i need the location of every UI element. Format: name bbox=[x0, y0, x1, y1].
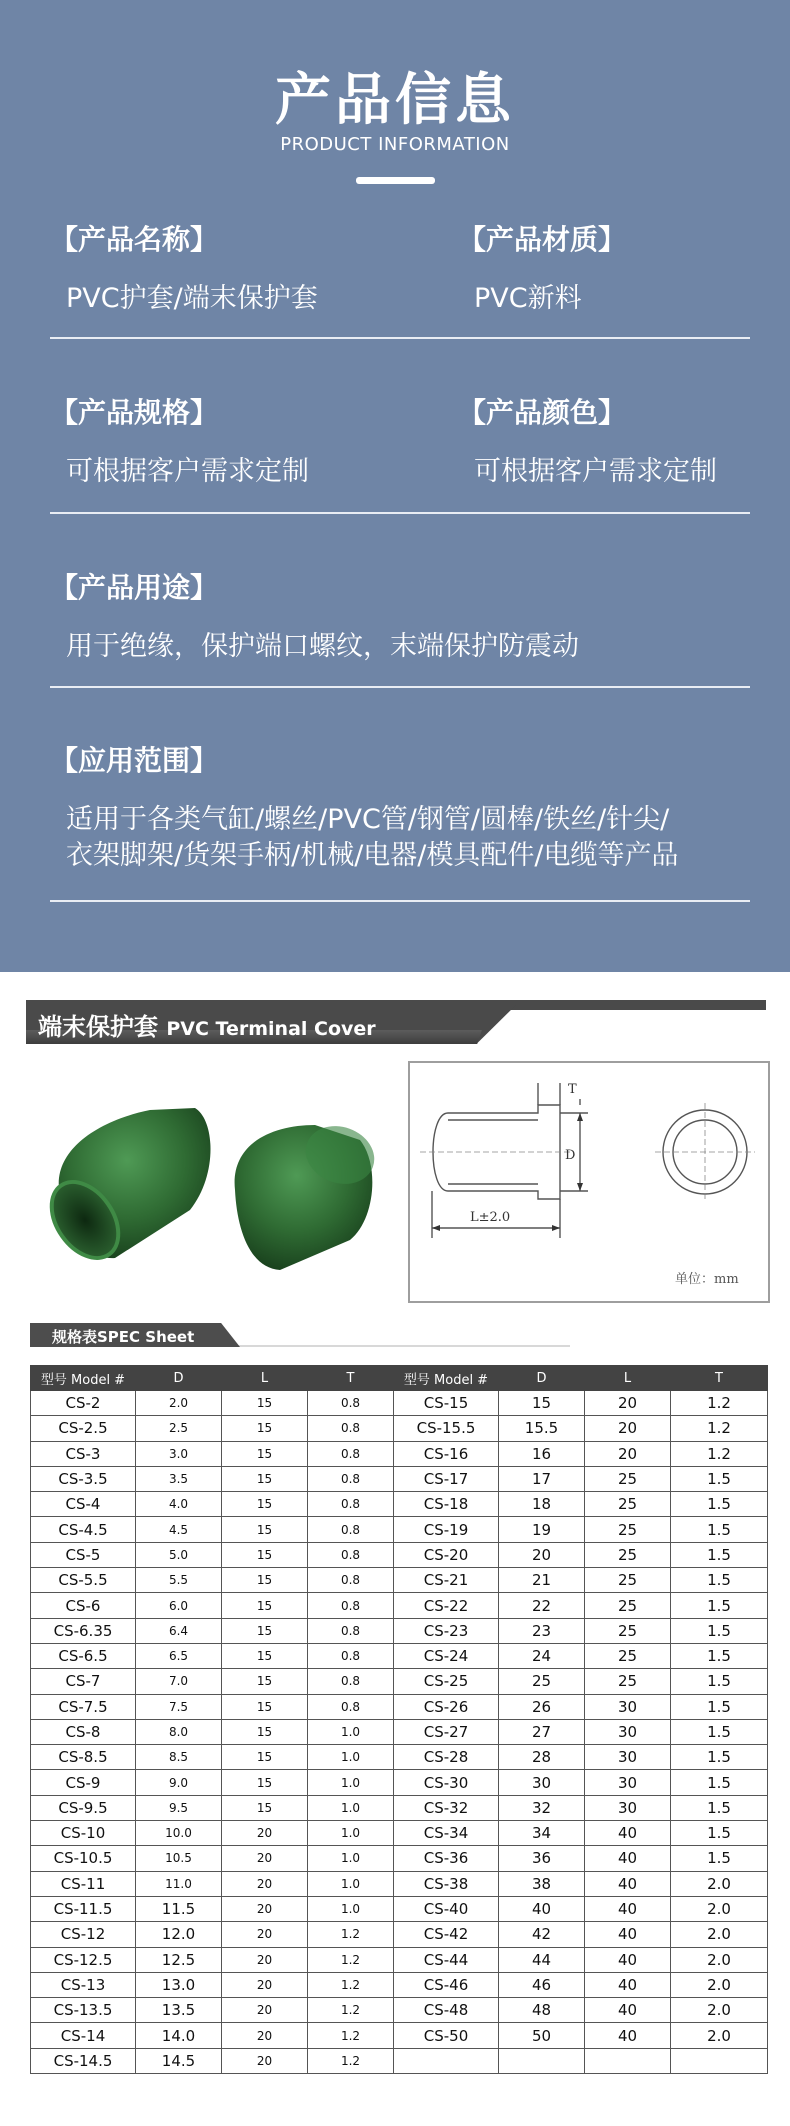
cell-t: 1.0 bbox=[308, 1795, 394, 1820]
cell-d: 4.0 bbox=[136, 1492, 222, 1517]
cell-d: 8.0 bbox=[136, 1719, 222, 1744]
cell-d: 10.5 bbox=[136, 1846, 222, 1871]
cell-model: CS-22 bbox=[394, 1593, 499, 1618]
cell-t: 1.0 bbox=[308, 1770, 394, 1795]
cover-right bbox=[235, 1117, 383, 1270]
cell-model: CS-48 bbox=[394, 1998, 499, 2023]
scope-line-1: 适用于各类气缸/螺丝/PVC管/钢管/圆棒/铁丝/针尖/ bbox=[66, 804, 670, 835]
cell-l: 40 bbox=[585, 1871, 671, 1896]
cell-model: CS-25 bbox=[394, 1669, 499, 1694]
cell-t: 2.0 bbox=[671, 1871, 768, 1896]
cell-model: CS-10.5 bbox=[31, 1846, 136, 1871]
cell-t: 1.5 bbox=[671, 1719, 768, 1744]
cell-d: 14.5 bbox=[136, 2048, 222, 2073]
cell-d: 34 bbox=[499, 1821, 585, 1846]
cell-t: 1.5 bbox=[671, 1466, 768, 1491]
table-row bbox=[31, 1593, 768, 1618]
cell-model: CS-11 bbox=[31, 1871, 136, 1896]
cell-d: 27 bbox=[499, 1719, 585, 1744]
cell-t: 2.0 bbox=[671, 2023, 768, 2048]
cell-l: 40 bbox=[585, 1922, 671, 1947]
cell-l: 25 bbox=[585, 1568, 671, 1593]
table-row bbox=[31, 1922, 768, 1947]
cell-model: CS-2 bbox=[31, 1391, 136, 1416]
unit-label: 单位：mm bbox=[675, 1272, 739, 1287]
cell-l: 15 bbox=[222, 1643, 308, 1668]
cell-l bbox=[585, 2048, 671, 2073]
cell-t: 1.5 bbox=[671, 1517, 768, 1542]
col-header-d: D bbox=[499, 1366, 585, 1391]
cell-t: 1.5 bbox=[671, 1821, 768, 1846]
divider bbox=[50, 686, 750, 688]
table-row bbox=[31, 1669, 768, 1694]
cell-t: 0.8 bbox=[308, 1694, 394, 1719]
spec-title: 规格表SPEC Sheet bbox=[52, 1328, 195, 1346]
cell-t: 1.2 bbox=[308, 2048, 394, 2073]
cell-t: 1.5 bbox=[671, 1795, 768, 1820]
cell-d: 32 bbox=[499, 1795, 585, 1820]
cell-l: 40 bbox=[585, 1821, 671, 1846]
cell-l: 15 bbox=[222, 1517, 308, 1542]
l-label: L±2.0 bbox=[470, 1210, 511, 1225]
cell-model: CS-42 bbox=[394, 1922, 499, 1947]
cell-l: 15 bbox=[222, 1669, 308, 1694]
cell-d: 11.0 bbox=[136, 1871, 222, 1896]
table-row bbox=[31, 1391, 768, 1416]
cell-l: 15 bbox=[222, 1542, 308, 1567]
table-row bbox=[31, 1998, 768, 2023]
cell-model: CS-3.5 bbox=[31, 1466, 136, 1491]
product-info-panel bbox=[0, 0, 790, 972]
cell-t: 1.2 bbox=[671, 1441, 768, 1466]
cell-model: CS-46 bbox=[394, 1972, 499, 1997]
cell-t: 0.8 bbox=[308, 1466, 394, 1491]
cell-model: CS-30 bbox=[394, 1770, 499, 1795]
cell-model: CS-14 bbox=[31, 2023, 136, 2048]
cell-d: 44 bbox=[499, 1947, 585, 1972]
cell-model: CS-15.5 bbox=[394, 1416, 499, 1441]
cell-t: 0.8 bbox=[308, 1669, 394, 1694]
cell-model: CS-13.5 bbox=[31, 1998, 136, 2023]
cell-t: 0.8 bbox=[308, 1618, 394, 1643]
table-row bbox=[31, 1947, 768, 1972]
cell-l: 40 bbox=[585, 1998, 671, 2023]
cell-t: 1.2 bbox=[308, 2023, 394, 2048]
cell-t: 1.0 bbox=[308, 1821, 394, 1846]
cell-d: 19 bbox=[499, 1517, 585, 1542]
cell-l: 25 bbox=[585, 1618, 671, 1643]
cell-l: 20 bbox=[222, 1947, 308, 1972]
cell-t: 1.2 bbox=[308, 1922, 394, 1947]
cell-t: 0.8 bbox=[308, 1416, 394, 1441]
table-row bbox=[31, 1871, 768, 1896]
cell-model: CS-7.5 bbox=[31, 1694, 136, 1719]
cell-d: 23 bbox=[499, 1618, 585, 1643]
cell-l: 25 bbox=[585, 1643, 671, 1668]
product-title-cn: 端末保护套 bbox=[38, 1013, 158, 1041]
cell-d: 42 bbox=[499, 1922, 585, 1947]
cell-d: 25 bbox=[499, 1669, 585, 1694]
cell-model: CS-4 bbox=[31, 1492, 136, 1517]
cell-t: 2.0 bbox=[671, 1896, 768, 1921]
cell-d: 48 bbox=[499, 1998, 585, 2023]
cell-l: 20 bbox=[222, 1896, 308, 1921]
table-row bbox=[31, 1492, 768, 1517]
technical-drawing bbox=[408, 1061, 770, 1303]
cell-model: CS-24 bbox=[394, 1643, 499, 1668]
table-row bbox=[31, 2023, 768, 2048]
cell-t: 1.5 bbox=[671, 1770, 768, 1795]
cell-d: 46 bbox=[499, 1972, 585, 1997]
cell-t: 1.0 bbox=[308, 1719, 394, 1744]
cell-d: 12.5 bbox=[136, 1947, 222, 1972]
cell-t: 1.5 bbox=[671, 1618, 768, 1643]
info-subtitle: PRODUCT INFORMATION bbox=[280, 134, 510, 155]
cell-d: 14.0 bbox=[136, 2023, 222, 2048]
cell-d: 28 bbox=[499, 1745, 585, 1770]
cell-model: CS-7 bbox=[31, 1669, 136, 1694]
cell-t: 1.2 bbox=[308, 1998, 394, 2023]
cell-model: CS-16 bbox=[394, 1441, 499, 1466]
cell-l: 25 bbox=[585, 1466, 671, 1491]
cell-d: 24 bbox=[499, 1643, 585, 1668]
table-row bbox=[31, 1517, 768, 1542]
table-row bbox=[31, 1694, 768, 1719]
cell-t: 0.8 bbox=[308, 1568, 394, 1593]
table-row bbox=[31, 1568, 768, 1593]
cell-l: 20 bbox=[222, 1972, 308, 1997]
table-row bbox=[31, 1745, 768, 1770]
cell-t: 1.5 bbox=[671, 1694, 768, 1719]
cell-model: CS-20 bbox=[394, 1542, 499, 1567]
cell-d: 10.0 bbox=[136, 1821, 222, 1846]
material-value: PVC新料 bbox=[474, 283, 582, 314]
cell-model: CS-34 bbox=[394, 1821, 499, 1846]
cell-t: 1.2 bbox=[671, 1391, 768, 1416]
cell-l: 30 bbox=[585, 1719, 671, 1744]
cell-t: 1.5 bbox=[671, 1542, 768, 1567]
color-label: 【产品颜色】 bbox=[458, 396, 627, 429]
col-header-model: 型号 Model # bbox=[394, 1366, 499, 1391]
spec-label: 【产品规格】 bbox=[50, 396, 219, 429]
cell-d: 36 bbox=[499, 1846, 585, 1871]
cell-l: 15 bbox=[222, 1466, 308, 1491]
cell-l: 30 bbox=[585, 1694, 671, 1719]
cell-model: CS-5 bbox=[31, 1542, 136, 1567]
cell-l: 15 bbox=[222, 1441, 308, 1466]
cell-d: 13.0 bbox=[136, 1972, 222, 1997]
cell-d: 15.5 bbox=[499, 1416, 585, 1441]
table-row bbox=[31, 1542, 768, 1567]
cell-l: 30 bbox=[585, 1795, 671, 1820]
cell-l: 20 bbox=[222, 2023, 308, 2048]
cell-l: 20 bbox=[585, 1391, 671, 1416]
col-header-t: T bbox=[671, 1366, 768, 1391]
table-row bbox=[31, 1618, 768, 1643]
table-row bbox=[31, 2048, 768, 2073]
cell-model: CS-6 bbox=[31, 1593, 136, 1618]
cell-l: 40 bbox=[585, 1947, 671, 1972]
cell-model: CS-11.5 bbox=[31, 1896, 136, 1921]
cell-model: CS-32 bbox=[394, 1795, 499, 1820]
cell-d: 5.0 bbox=[136, 1542, 222, 1567]
cell-model: CS-12.5 bbox=[31, 1947, 136, 1972]
cell-t: 0.8 bbox=[308, 1391, 394, 1416]
cell-model: CS-26 bbox=[394, 1694, 499, 1719]
spec-banner bbox=[30, 1323, 550, 1347]
cell-model: CS-18 bbox=[394, 1492, 499, 1517]
cell-d: 12.0 bbox=[136, 1922, 222, 1947]
cell-l: 25 bbox=[585, 1542, 671, 1567]
cell-t bbox=[671, 2048, 768, 2073]
cell-model: CS-15 bbox=[394, 1391, 499, 1416]
cell-l: 20 bbox=[222, 1846, 308, 1871]
cell-t: 1.0 bbox=[308, 1846, 394, 1871]
cell-d: 50 bbox=[499, 2023, 585, 2048]
product-banner bbox=[26, 1000, 766, 1044]
col-header-model: 型号 Model # bbox=[31, 1366, 136, 1391]
cell-d: 3.5 bbox=[136, 1466, 222, 1491]
name-value: PVC护套/端末保护套 bbox=[66, 283, 318, 314]
cell-d: 11.5 bbox=[136, 1896, 222, 1921]
cell-model: CS-6.35 bbox=[31, 1618, 136, 1643]
cell-d: 2.0 bbox=[136, 1391, 222, 1416]
color-value: 可根据客户需求定制 bbox=[474, 456, 717, 487]
cell-t: 1.5 bbox=[671, 1846, 768, 1871]
material-label: 【产品材质】 bbox=[458, 223, 627, 256]
cell-model: CS-23 bbox=[394, 1618, 499, 1643]
cell-d: 6.4 bbox=[136, 1618, 222, 1643]
cell-d: 21 bbox=[499, 1568, 585, 1593]
usage-label: 【产品用途】 bbox=[50, 571, 219, 604]
col-header-l: L bbox=[222, 1366, 308, 1391]
cell-l: 15 bbox=[222, 1391, 308, 1416]
cell-l: 20 bbox=[222, 1871, 308, 1896]
spec-body bbox=[31, 1391, 768, 2074]
scope-line-2: 衣架脚架/货架手柄/机械/电器/模具配件/电缆等产品 bbox=[66, 840, 679, 871]
cell-l: 15 bbox=[222, 1795, 308, 1820]
cell-t: 1.0 bbox=[308, 1745, 394, 1770]
table-row bbox=[31, 1719, 768, 1744]
table-row bbox=[31, 1416, 768, 1441]
cell-model: CS-50 bbox=[394, 2023, 499, 2048]
cell-d: 30 bbox=[499, 1770, 585, 1795]
cell-d: 13.5 bbox=[136, 1998, 222, 2023]
spec-value: 可根据客户需求定制 bbox=[66, 456, 309, 487]
cell-l: 15 bbox=[222, 1618, 308, 1643]
col-header-l: L bbox=[585, 1366, 671, 1391]
cell-t: 2.0 bbox=[671, 1998, 768, 2023]
cell-t: 1.5 bbox=[671, 1568, 768, 1593]
cell-t: 1.0 bbox=[308, 1896, 394, 1921]
cell-d: 2.5 bbox=[136, 1416, 222, 1441]
table-row bbox=[31, 1795, 768, 1820]
usage-value: 用于绝缘，保护端口螺纹，末端保护防震动 bbox=[66, 631, 579, 662]
divider bbox=[50, 900, 750, 902]
cell-l: 15 bbox=[222, 1492, 308, 1517]
cell-l: 15 bbox=[222, 1593, 308, 1618]
divider bbox=[50, 512, 750, 514]
cell-l: 25 bbox=[585, 1517, 671, 1542]
cell-d: 9.5 bbox=[136, 1795, 222, 1820]
cell-d: 8.5 bbox=[136, 1745, 222, 1770]
cell-model: CS-6.5 bbox=[31, 1643, 136, 1668]
cell-t: 2.0 bbox=[671, 1972, 768, 1997]
product-title-en: PVC Terminal Cover bbox=[166, 1018, 376, 1040]
cell-d bbox=[499, 2048, 585, 2073]
cell-t: 1.5 bbox=[671, 1593, 768, 1618]
cell-l: 25 bbox=[585, 1492, 671, 1517]
cell-l: 40 bbox=[585, 1896, 671, 1921]
cell-d: 4.5 bbox=[136, 1517, 222, 1542]
cell-d: 15 bbox=[499, 1391, 585, 1416]
cell-model: CS-40 bbox=[394, 1896, 499, 1921]
t-label: T bbox=[568, 1082, 577, 1097]
table-row bbox=[31, 1972, 768, 1997]
cell-l: 15 bbox=[222, 1416, 308, 1441]
d-label: D bbox=[565, 1148, 576, 1163]
table-row bbox=[31, 1643, 768, 1668]
cell-l: 20 bbox=[222, 1922, 308, 1947]
cell-model: CS-3 bbox=[31, 1441, 136, 1466]
cell-model: CS-2.5 bbox=[31, 1416, 136, 1441]
spec-header-row bbox=[31, 1366, 768, 1391]
product-photo bbox=[40, 1080, 410, 1280]
cell-model: CS-10 bbox=[31, 1821, 136, 1846]
cell-model: CS-44 bbox=[394, 1947, 499, 1972]
cell-model: CS-8.5 bbox=[31, 1745, 136, 1770]
cell-t: 0.8 bbox=[308, 1643, 394, 1668]
cell-l: 25 bbox=[585, 1593, 671, 1618]
cell-model: CS-36 bbox=[394, 1846, 499, 1871]
table-row bbox=[31, 1821, 768, 1846]
cell-model: CS-8 bbox=[31, 1719, 136, 1744]
cell-l: 20 bbox=[222, 1998, 308, 2023]
cell-d: 7.5 bbox=[136, 1694, 222, 1719]
cover-left bbox=[40, 1108, 211, 1270]
cell-l: 15 bbox=[222, 1745, 308, 1770]
title-underline bbox=[356, 177, 435, 184]
info-title: 产品信息 bbox=[275, 68, 515, 133]
cell-t: 1.2 bbox=[671, 1416, 768, 1441]
cell-l: 20 bbox=[222, 2048, 308, 2073]
cell-l: 40 bbox=[585, 1972, 671, 1997]
cell-model: CS-19 bbox=[394, 1517, 499, 1542]
table-row bbox=[31, 1466, 768, 1491]
cell-t: 2.0 bbox=[671, 1947, 768, 1972]
cell-d: 6.5 bbox=[136, 1643, 222, 1668]
cell-d: 22 bbox=[499, 1593, 585, 1618]
cell-l: 40 bbox=[585, 1846, 671, 1871]
cell-t: 1.5 bbox=[671, 1745, 768, 1770]
product-title bbox=[38, 1007, 376, 1042]
cell-d: 17 bbox=[499, 1466, 585, 1491]
cell-d: 16 bbox=[499, 1441, 585, 1466]
cell-l: 25 bbox=[585, 1669, 671, 1694]
cell-model: CS-38 bbox=[394, 1871, 499, 1896]
col-header-t: T bbox=[308, 1366, 394, 1391]
col-header-d: D bbox=[136, 1366, 222, 1391]
cell-d: 6.0 bbox=[136, 1593, 222, 1618]
table-row bbox=[31, 1770, 768, 1795]
cell-l: 20 bbox=[222, 1821, 308, 1846]
cell-model: CS-21 bbox=[394, 1568, 499, 1593]
cell-t: 0.8 bbox=[308, 1441, 394, 1466]
cell-model: CS-9.5 bbox=[31, 1795, 136, 1820]
cell-t: 1.2 bbox=[308, 1947, 394, 1972]
cell-t: 1.0 bbox=[308, 1871, 394, 1896]
cell-l: 30 bbox=[585, 1745, 671, 1770]
cell-t: 0.8 bbox=[308, 1492, 394, 1517]
cell-model: CS-12 bbox=[31, 1922, 136, 1947]
cell-model: CS-14.5 bbox=[31, 2048, 136, 2073]
cell-l: 20 bbox=[585, 1416, 671, 1441]
cell-model: CS-9 bbox=[31, 1770, 136, 1795]
cell-l: 15 bbox=[222, 1719, 308, 1744]
table-row bbox=[31, 1441, 768, 1466]
cell-d: 40 bbox=[499, 1896, 585, 1921]
cell-t: 1.5 bbox=[671, 1643, 768, 1668]
cell-l: 20 bbox=[585, 1441, 671, 1466]
cell-model: CS-13 bbox=[31, 1972, 136, 1997]
table-row bbox=[31, 1896, 768, 1921]
cell-l: 15 bbox=[222, 1568, 308, 1593]
cell-model: CS-17 bbox=[394, 1466, 499, 1491]
cell-d: 9.0 bbox=[136, 1770, 222, 1795]
cell-t: 2.0 bbox=[671, 1922, 768, 1947]
cell-d: 18 bbox=[499, 1492, 585, 1517]
cell-l: 15 bbox=[222, 1694, 308, 1719]
cell-d: 26 bbox=[499, 1694, 585, 1719]
cell-l: 40 bbox=[585, 2023, 671, 2048]
table-row bbox=[31, 1846, 768, 1871]
cell-t: 0.8 bbox=[308, 1593, 394, 1618]
cell-t: 1.5 bbox=[671, 1492, 768, 1517]
cell-t: 1.2 bbox=[308, 1972, 394, 1997]
cell-model: CS-5.5 bbox=[31, 1568, 136, 1593]
divider bbox=[50, 337, 750, 339]
cell-model: CS-27 bbox=[394, 1719, 499, 1744]
cell-d: 3.0 bbox=[136, 1441, 222, 1466]
scope-label: 【应用范围】 bbox=[50, 744, 219, 777]
cell-d: 38 bbox=[499, 1871, 585, 1896]
cell-model bbox=[394, 2048, 499, 2073]
cell-d: 5.5 bbox=[136, 1568, 222, 1593]
cell-model: CS-4.5 bbox=[31, 1517, 136, 1542]
cell-l: 15 bbox=[222, 1770, 308, 1795]
cell-d: 7.0 bbox=[136, 1669, 222, 1694]
name-label: 【产品名称】 bbox=[50, 223, 219, 256]
cell-d: 20 bbox=[499, 1542, 585, 1567]
spec-table bbox=[30, 1365, 768, 2074]
cell-t: 0.8 bbox=[308, 1542, 394, 1567]
cell-model: CS-28 bbox=[394, 1745, 499, 1770]
cell-t: 0.8 bbox=[308, 1517, 394, 1542]
cell-l: 30 bbox=[585, 1770, 671, 1795]
cell-t: 1.5 bbox=[671, 1669, 768, 1694]
